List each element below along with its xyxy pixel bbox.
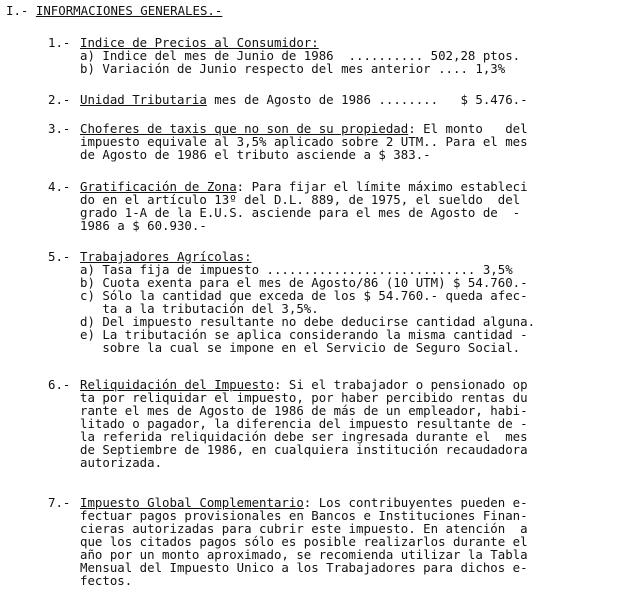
roman-numeral: I.-	[6, 3, 29, 18]
item-line: b) Cuota exenta para el mes de Agosto/86 (10 UTM) $ 54.760.-	[80, 275, 528, 290]
item-line: grado 1-A de la E.U.S. asciende para el mes de Agosto de -	[80, 205, 521, 220]
item-line: año por un monto aproximado, se recomienda utilizar la Tabla	[80, 547, 528, 562]
item-line: Mensual del Impuesto Unico a los Trabajadores para dichos e-	[80, 560, 528, 575]
item-number: 6.-	[48, 377, 71, 392]
item-line: cieras autorizadas para cubrir este impuesto. En atención a	[80, 521, 528, 536]
item-line: d) Del impuesto resultante no debe deducirse cantidad alguna.	[80, 314, 536, 329]
item-line: : Si el trabajador o pensionado op	[273, 377, 528, 392]
item-line: b) Variación de Junio respecto del mes anterior .... 1,3%	[80, 61, 506, 76]
item-line: : El monto del	[408, 121, 528, 136]
heading-title: INFORMACIONES GENERALES.-	[35, 3, 223, 18]
item-line: mes de Agosto de 1986 ........ $ 5.476.-	[206, 92, 528, 107]
item-line: a) Tasa fija de impuesto ............................ 3,5%	[80, 262, 513, 277]
item-number: 7.-	[48, 495, 71, 510]
item-line: fectos.	[80, 573, 133, 588]
section-heading	[6, 4, 222, 17]
item-line: e) La tributación se aplica considerando la misma cantidad -	[80, 327, 528, 342]
item-line: la referida reliquidación debe ser ingresada durante el mes	[80, 429, 528, 444]
item-line: fectuar pagos provisionales en Bancos e Instituciones Finan-	[80, 508, 528, 523]
item-line: sobre la cual se impone en el Servicio de Seguro Social.	[80, 340, 521, 355]
item-number: 1.-	[48, 35, 71, 50]
item-line: a) Indice del mes de Junio de 1986 .......... 502,28 ptos.	[80, 48, 521, 63]
item-title: Trabajadores Agrícolas:	[80, 249, 252, 264]
item-line: c) Sólo la cantidad que exceda de los $ 54.760.- queda afec-	[80, 288, 528, 303]
item-line: rante el mes de Agosto de 1986 de más de un empleador, habi-	[80, 403, 528, 418]
item-number: 4.-	[48, 179, 71, 194]
item-line: que los citados pagos sólo es posible realizarlos durante el	[80, 534, 528, 549]
item-line: litado o pagador, la diferencia del impuesto resultante de -	[80, 416, 528, 431]
item-number: 2.-	[48, 92, 71, 107]
item-line: 1986 a $ 60.930.-	[80, 218, 207, 233]
item-line: de Septiembre de 1986, en cualquiera institución recaudadora	[80, 442, 528, 457]
item-line: autorizada.	[80, 455, 163, 470]
item-title: Gratificación de Zona	[80, 179, 237, 194]
item-title: Choferes de taxis que no son de su propiedad	[80, 121, 409, 136]
item-title: Impuesto Global Complementario	[80, 495, 304, 510]
item-line: ta por reliquidar el impuesto, por haber percibido rentas du	[80, 390, 528, 405]
item-line: impuesto equivale al 3,5% aplicado sobre 2 UTM.. Para el mes	[80, 134, 528, 149]
item-number: 3.-	[48, 121, 71, 136]
item-title: Indice de Precios al Consumidor:	[80, 35, 319, 50]
item-line: : Los contribuyentes pueden e-	[303, 495, 528, 510]
item-line: do en el artículo 13º del D.L. 889, de 1975, el sueldo del	[80, 192, 521, 207]
item-line: de Agosto de 1986 el tributo asciende a $ 383.-	[80, 147, 431, 162]
item-title: Unidad Tributaria	[80, 92, 207, 107]
item-line: ta a la tributación del 3,5%.	[80, 301, 319, 316]
item-number: 5.-	[48, 249, 71, 264]
item-line: : Para fijar el límite máximo estableci	[236, 179, 528, 194]
item-title: Reliquidación del Impuesto	[80, 377, 274, 392]
